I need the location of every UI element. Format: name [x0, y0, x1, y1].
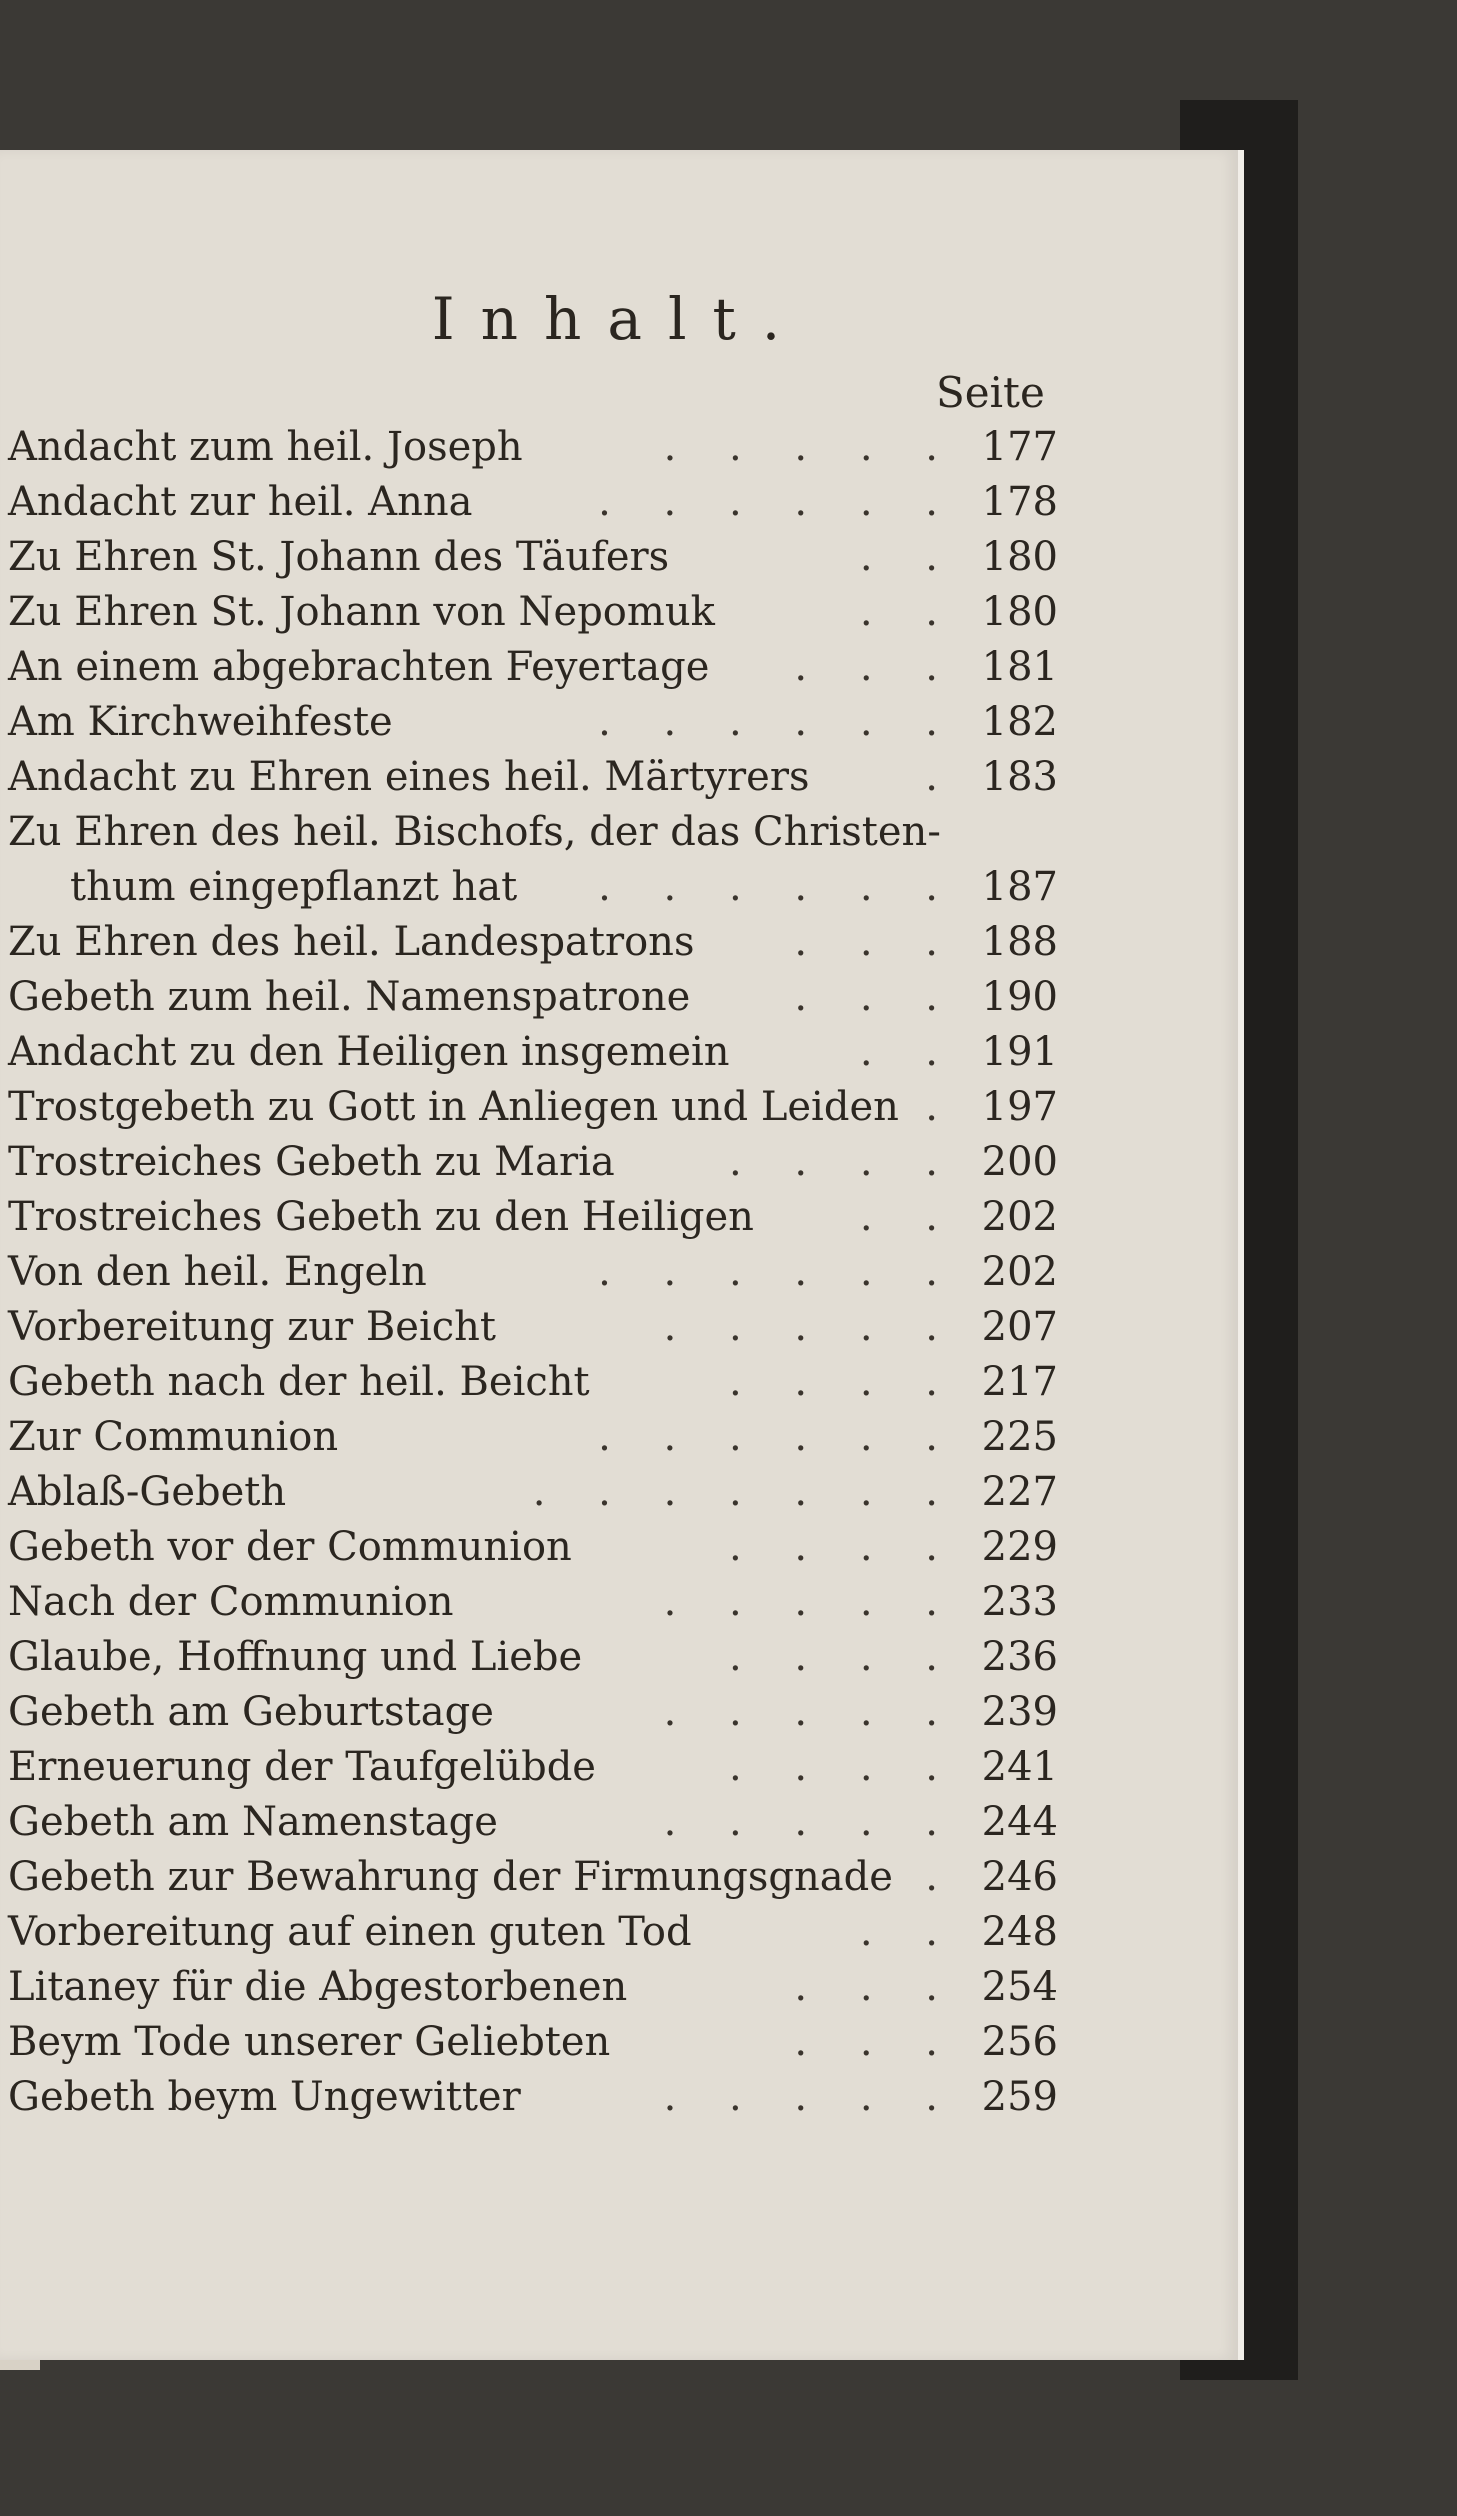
toc-entry-title: Andacht zur heil. Anna: [8, 479, 473, 525]
toc-entry-title: Andacht zu den Heiligen insgemein: [8, 1029, 730, 1075]
toc-entry-page: 246: [981, 1854, 1058, 1900]
toc-entry-page: 241: [981, 1744, 1058, 1790]
toc-entry-title: Zur Communion: [8, 1414, 339, 1460]
leader-dots: . . . . . .: [598, 479, 958, 525]
toc-entry: [8, 860, 1068, 915]
toc-entry-page: 207: [981, 1304, 1058, 1350]
leader-dots: . . . . .: [663, 1689, 958, 1735]
leader-dots: . . .: [794, 974, 958, 1020]
toc-entry-title: Gebeth am Namenstage: [8, 1799, 498, 1845]
toc-entry-title: Ablaß-Gebeth: [8, 1469, 287, 1515]
toc-entry: [8, 1465, 1068, 1520]
leader-dots: .: [925, 1084, 958, 1130]
toc-entry-page: 244: [981, 1799, 1058, 1845]
toc-entry: [8, 1190, 1068, 1245]
toc-entry-page: 177: [981, 424, 1058, 470]
toc-entry: [8, 2015, 1068, 2070]
toc-entry-page: 217: [981, 1359, 1058, 1405]
toc-entry-page: 227: [981, 1469, 1058, 1515]
leader-dots: . . . . . .: [598, 1249, 958, 1295]
toc-entry-title: thum eingepflanzt hat: [70, 864, 518, 910]
toc-entry-title: Zu Ehren St. Johann von Nepomuk: [8, 589, 715, 635]
toc-entry-title: Gebeth vor der Communion: [8, 1524, 572, 1570]
leader-dots: . . .: [794, 1964, 958, 2010]
toc-entry-title: Gebeth nach der heil. Beicht: [8, 1359, 590, 1405]
leader-dots: . . . . . . .: [532, 1469, 958, 1515]
toc-entry-page: 259: [981, 2074, 1058, 2120]
toc-entry: [8, 1960, 1068, 2015]
toc-entry-page: 202: [981, 1249, 1058, 1295]
book-page: [0, 150, 1244, 2360]
toc-entry-title: Gebeth beym Ungewitter: [8, 2074, 521, 2120]
toc-entry-title: An einem abgebrachten Feyertage: [8, 644, 710, 690]
toc-entry: [8, 1740, 1068, 1795]
toc-entry-title: Zu Ehren des heil. Landespatrons: [8, 919, 695, 965]
toc-entry: [8, 1630, 1068, 1685]
leader-dots: . . . .: [728, 1359, 958, 1405]
toc-entry-title: Vorbereitung zur Beicht: [8, 1304, 496, 1350]
toc-entry-title: Andacht zum heil. Joseph: [8, 424, 523, 470]
leader-dots: . . . . .: [663, 424, 958, 470]
toc-entry: [8, 1685, 1068, 1740]
toc-entry-page: 188: [981, 919, 1058, 965]
toc-entry-title: Nach der Communion: [8, 1579, 454, 1625]
toc-entry-page: 181: [981, 644, 1058, 690]
toc-entry-page: 197: [981, 1084, 1058, 1130]
toc-entry-page: 233: [981, 1579, 1058, 1625]
toc-entry: [8, 1795, 1068, 1850]
leader-dots: . . . .: [728, 1524, 958, 1570]
toc-entry-title: Am Kirchweihfeste: [8, 699, 393, 745]
toc-entry-title: Gebeth am Geburtstage: [8, 1689, 494, 1735]
toc-entry: [8, 1300, 1068, 1355]
leader-dots: . . . .: [728, 1139, 958, 1185]
toc-entry: [8, 2070, 1068, 2125]
toc-entry: [8, 475, 1068, 530]
leader-dots: . . . . . .: [598, 699, 958, 745]
page-column-header: Seite: [936, 368, 1045, 417]
toc-entry-page: 178: [981, 479, 1058, 525]
toc-entry: [8, 420, 1068, 475]
toc-entry: [8, 530, 1068, 585]
toc-entry: [8, 1080, 1068, 1135]
toc-entry-page: 229: [981, 1524, 1058, 1570]
leader-dots: . . . . .: [663, 2074, 958, 2120]
toc-entry-page: 239: [981, 1689, 1058, 1735]
leader-dots: . . .: [794, 644, 958, 690]
toc-entry: [8, 1245, 1068, 1300]
toc-entry-page: 200: [981, 1139, 1058, 1185]
toc-entry-page: 191: [981, 1029, 1058, 1075]
toc-entry: [8, 1520, 1068, 1575]
toc-entry-page: 187: [981, 864, 1058, 910]
toc-entry-title: Beym Tode unserer Geliebten: [8, 2019, 611, 2065]
toc-entry-page: 183: [981, 754, 1058, 800]
toc-entry: [8, 750, 1068, 805]
toc-entry-title: Litaney für die Abgestorbenen: [8, 1964, 628, 2010]
toc-entry: [8, 1410, 1068, 1465]
toc-entry-page: 236: [981, 1634, 1058, 1680]
leader-dots: . .: [859, 1194, 958, 1240]
toc-entry: [8, 1355, 1068, 1410]
toc-entry: [8, 1135, 1068, 1190]
toc-entry-page: 225: [981, 1414, 1058, 1460]
leader-dots: . . . . .: [663, 1304, 958, 1350]
leader-dots: . . . . .: [663, 1799, 958, 1845]
toc-entry-title: Gebeth zum heil. Namenspatrone: [8, 974, 691, 1020]
toc-entry: [8, 915, 1068, 970]
toc-entry-title: Glaube, Hoffnung und Liebe: [8, 1634, 583, 1680]
toc-entry-title: Trostreiches Gebeth zu Maria: [8, 1139, 615, 1185]
leader-dots: . . . .: [728, 1744, 958, 1790]
toc-entry-title: Trostreiches Gebeth zu den Heiligen: [8, 1194, 754, 1240]
leader-dots: . .: [859, 1909, 958, 1955]
toc-entry: [8, 1025, 1068, 1080]
toc-entry-page: 256: [981, 2019, 1058, 2065]
leader-dots: . .: [859, 589, 958, 635]
toc-entry: [8, 1850, 1068, 1905]
toc-entry-title: Von den heil. Engeln: [8, 1249, 427, 1295]
toc-entry: [8, 585, 1068, 640]
toc-entry-title: Gebeth zur Bewahrung der Firmungsgnade: [8, 1854, 893, 1900]
toc-entry-title: Zu Ehren St. Johann des Täufers: [8, 534, 670, 580]
table-of-contents: [8, 420, 1068, 2125]
leader-dots: . . . . . .: [598, 1414, 958, 1460]
leader-dots: . . . . .: [663, 1579, 958, 1625]
toc-entry-page: 254: [981, 1964, 1058, 2010]
toc-entry-page: 180: [981, 589, 1058, 635]
leader-dots: . . .: [794, 919, 958, 965]
toc-entry-title: Vorbereitung auf einen guten Tod: [8, 1909, 692, 1955]
toc-entry: [8, 1575, 1068, 1630]
toc-entry-page: 180: [981, 534, 1058, 580]
leader-dots: . .: [859, 1029, 958, 1075]
toc-entry: [8, 640, 1068, 695]
toc-entry: [8, 695, 1068, 750]
leader-dots: . .: [859, 534, 958, 580]
leader-dots: . . . .: [728, 1634, 958, 1680]
leader-dots: . . . . . .: [598, 864, 958, 910]
toc-entry-title: Andacht zu Ehren eines heil. Märtyrers: [8, 754, 810, 800]
toc-entry: [8, 805, 1068, 860]
toc-entry-title: Zu Ehren des heil. Bischofs, der das Christen-: [8, 809, 941, 855]
page-title: Inhalt.: [431, 285, 807, 353]
toc-entry-page: 248: [981, 1909, 1058, 1955]
toc-entry-page: 202: [981, 1194, 1058, 1240]
toc-entry-title: Trostgebeth zu Gott in Anliegen und Leiden: [8, 1084, 899, 1130]
toc-entry-page: 190: [981, 974, 1058, 1020]
toc-entry-page: 182: [981, 699, 1058, 745]
leader-dots: . . .: [794, 2019, 958, 2065]
leader-dots: .: [925, 754, 958, 800]
toc-entry: [8, 1905, 1068, 1960]
leader-dots: .: [925, 1854, 958, 1900]
toc-entry-title: Erneuerung der Taufgelübde: [8, 1744, 596, 1790]
toc-entry: [8, 970, 1068, 1025]
